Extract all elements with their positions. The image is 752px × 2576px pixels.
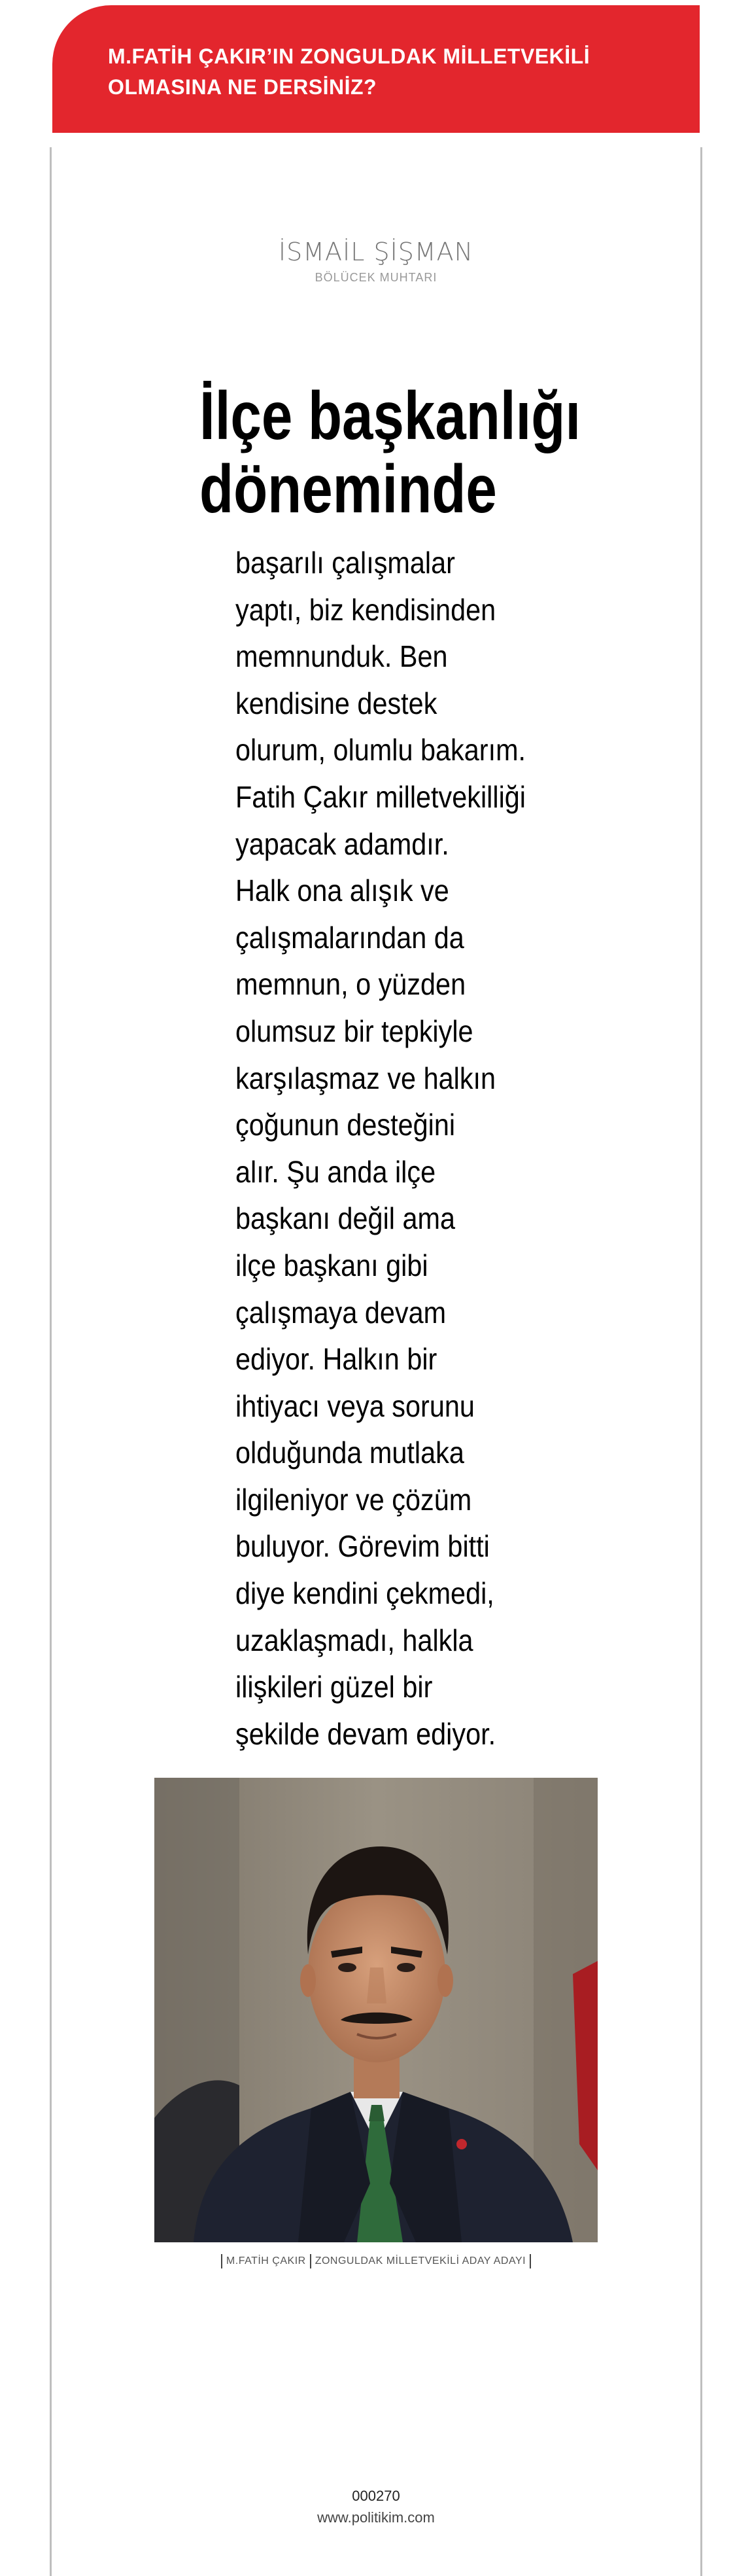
website-link[interactable]: www.politikim.com <box>317 2509 435 2526</box>
author-name: İSMAİL ŞİŞMAN <box>278 238 474 266</box>
article-headline: İlçe başkanlığı döneminde <box>199 378 581 527</box>
portrait-photo <box>154 1778 598 2242</box>
author-title: BÖLÜCEK MUHTARI <box>315 271 437 284</box>
caption-name: M.FATİH ÇAKIR <box>226 2255 306 2267</box>
header-banner <box>52 5 700 133</box>
question-title: M.FATİH ÇAKIR’IN ZONGULDAK MİLLETVEKİLİ OLMASINA NE DERSİNİZ? <box>108 44 590 99</box>
photo-caption <box>0 2253 752 2270</box>
caption-divider <box>530 2254 531 2268</box>
caption-role: ZONGULDAK MİLLETVEKİLİ ADAY ADAYI <box>315 2255 526 2267</box>
page-number: 000270 <box>352 2488 400 2504</box>
caption-divider <box>310 2254 311 2268</box>
article-body: başarılı çalışmalar yaptı, biz kendisinden memnunduk. Ben kendisine destek olurum, olumlu bakarım. Fatih Çakır milletvekilliği yapacak adamdır. Halk ona alışık ve çalışmalarından da memnun, o yüzden olumsuz bir tepkiyle karşılaşmaz ve halkın çoğunun desteğini alır. Şu anda ilçe başkanı değil ama ilçe başkanı gibi çalışmaya devam ediyor. Halkın bir ihtiyacı veya sorunu olduğunda mutlaka ilgileniyor ve çözüm buluyor. Görevim bitti diye kendini çekmedi, uzaklaşmadı, halkla ilişkileri güzel bir şekilde devam ediyor. <box>235 546 526 1751</box>
caption-divider <box>221 2254 222 2268</box>
portrait-illustration <box>154 1778 598 2242</box>
author-block <box>0 237 752 285</box>
